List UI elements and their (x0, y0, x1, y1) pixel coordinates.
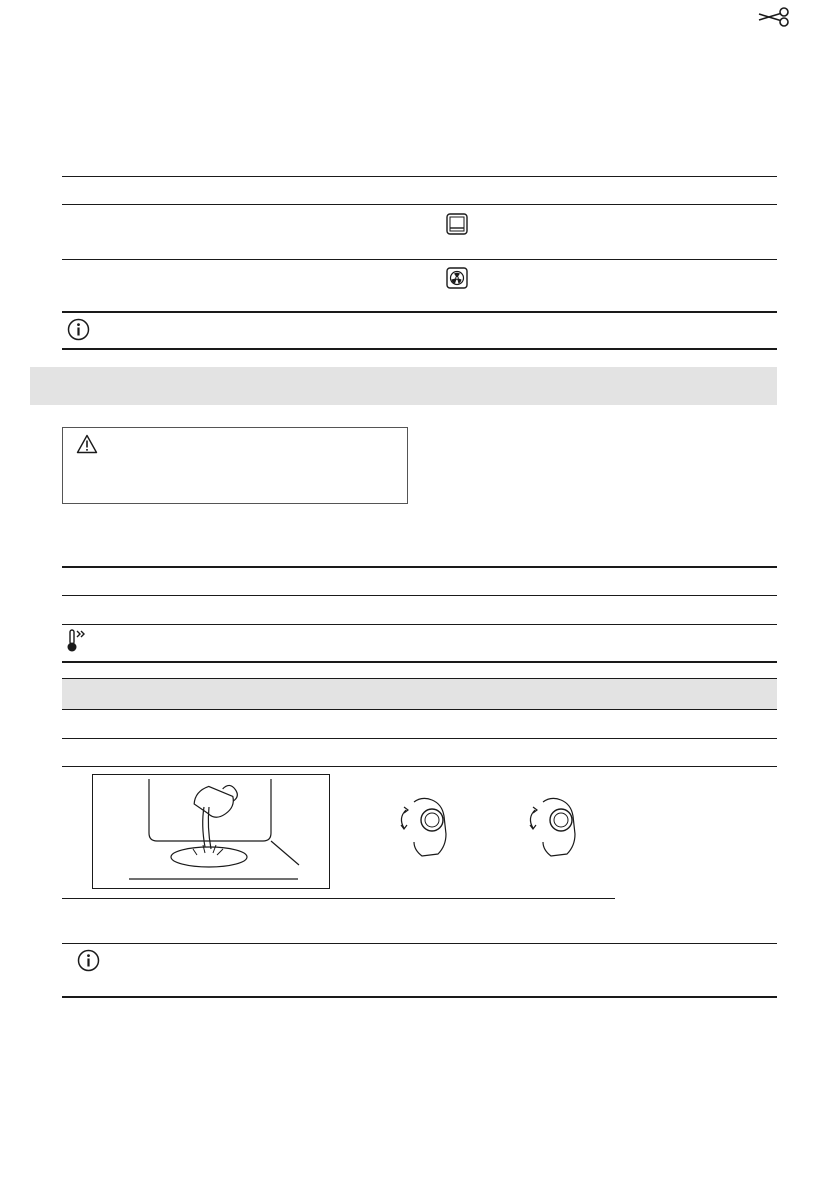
warning-triangle-icon (76, 434, 98, 454)
table-two-row-rule (62, 595, 777, 596)
warning-box (62, 427, 408, 504)
table-one-row-rule (62, 204, 777, 205)
table-three-row-rule (62, 766, 777, 767)
table-one-row-rule (62, 259, 777, 260)
knob-turn-illustration (521, 794, 581, 860)
knob-turn-illustration (392, 794, 452, 860)
table-one-top-rule (62, 176, 777, 177)
fan-heating-icon (446, 267, 468, 289)
table-three-header-rule (62, 709, 777, 710)
illustration-bottom-rule (62, 898, 615, 899)
table-one-bottom-rule (62, 348, 777, 350)
table-two-row-rule (62, 624, 777, 625)
info-icon (77, 949, 100, 972)
note-bottom-rule (62, 996, 777, 998)
note-top-rule (62, 943, 777, 944)
table-three-header-band (62, 679, 777, 709)
thermometer-fast-heat-icon (64, 628, 90, 654)
table-two-section-rule (62, 661, 777, 663)
water-pour-illustration (92, 774, 330, 889)
table-one-note-rule (62, 311, 777, 313)
scissors-icon (757, 6, 791, 28)
info-icon (67, 318, 90, 341)
oven-light-icon (446, 213, 468, 235)
table-three-row-rule (62, 738, 777, 739)
section-heading-band (30, 367, 777, 405)
table-two-top-rule (62, 566, 777, 568)
